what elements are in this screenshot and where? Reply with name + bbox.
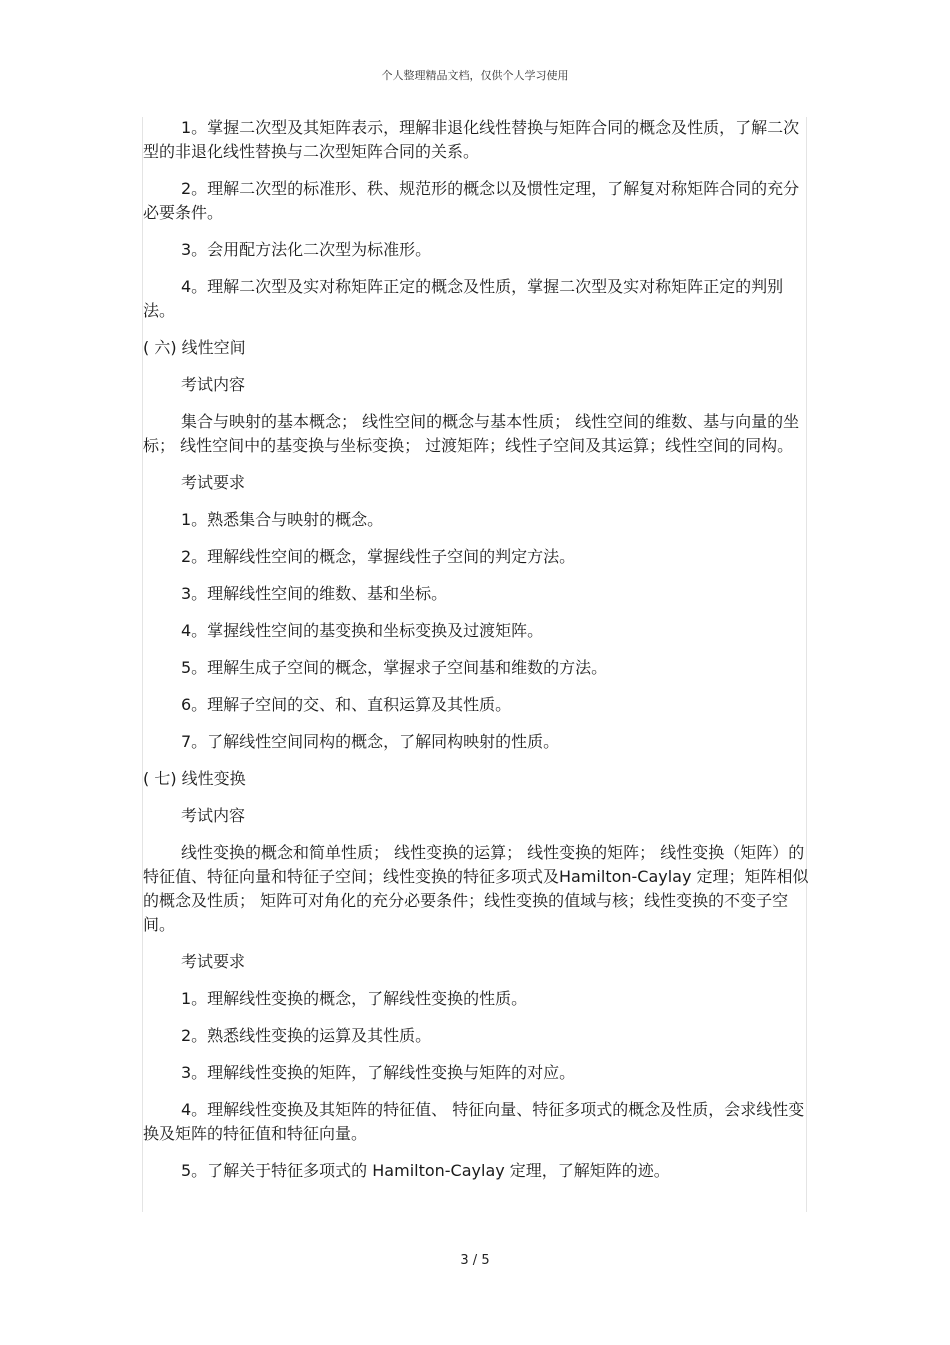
section-heading: ( 六) 线性空间 <box>143 338 246 357</box>
requirement-item: 3。会用配方法化二次型为标准形。 <box>181 240 432 259</box>
content-paragraph: 线性变换的概念和简单性质； 线性变换的运算； 线性变换的矩阵； 线性变换（矩阵）的特征值、特征向量和特征子空间；线性变换的特征多项式及Hamilton-Caylay 定理；矩阵相似的概念及性质； 矩阵可对角化的充分必要条件；线性变换的值域与核；线性变换的不变子空间。 <box>143 843 809 934</box>
requirement-item: 7。了解线性空间同构的概念，了解同构映射的性质。 <box>181 732 560 751</box>
requirement-item: 4。理解线性变换及其矩阵的特征值、 特征向量、特征多项式的概念及性质，会求线性变换及矩阵的特征值和特征向量。 <box>143 1100 805 1143</box>
subsection-heading: 考试要求 <box>181 473 246 492</box>
requirement-item: 1。熟悉集合与映射的概念。 <box>181 510 384 529</box>
content-paragraph: 集合与映射的基本概念； 线性空间的概念与基本性质； 线性空间的维数、基与向量的坐标； 线性空间中的基变换与坐标变换； 过渡矩阵；线性子空间及其运算；线性空间的同构。 <box>143 412 800 455</box>
subsection-heading: 考试要求 <box>181 952 246 971</box>
requirement-item: 4。掌握线性空间的基变换和坐标变换及过渡矩阵。 <box>181 621 544 640</box>
subsection-heading: 考试内容 <box>181 375 246 394</box>
requirement-item: 5。了解关于特征多项式的 Hamilton-Caylay 定理，了解矩阵的迹。 <box>181 1161 670 1180</box>
requirement-item: 2。理解线性空间的概念，掌握线性子空间的判定方法。 <box>181 547 576 566</box>
requirement-item: 6。理解子空间的交、和、直积运算及其性质。 <box>181 695 512 714</box>
requirement-item: 2。理解二次型的标准形、秩、规范形的概念以及惯性定理，了解复对称矩阵合同的充分必要条件。 <box>143 179 800 222</box>
requirement-item: 2。熟悉线性变换的运算及其性质。 <box>181 1026 432 1045</box>
requirement-item: 1。掌握二次型及其矩阵表示，理解非退化线性替换与矩阵合同的概念及性质，了解二次型的非退化线性替换与二次型矩阵合同的关系。 <box>143 118 800 161</box>
requirement-item: 3。理解线性变换的矩阵，了解线性变换与矩阵的对应。 <box>181 1063 576 1082</box>
document-body <box>143 116 809 1196</box>
requirement-item: 4。理解二次型及实对称矩阵正定的概念及性质，掌握二次型及实对称矩阵正定的判别法。 <box>143 277 784 320</box>
requirement-item: 3。理解线性空间的维数、基和坐标。 <box>181 584 448 603</box>
subsection-heading: 考试内容 <box>181 806 246 825</box>
page-number: 3 / 5 <box>460 1253 490 1268</box>
page-header-note: 个人整理精品文档，仅供个人学习使用 <box>381 69 569 82</box>
requirement-item: 1。理解线性变换的概念，了解线性变换的性质。 <box>181 989 528 1008</box>
requirement-item: 5。理解生成子空间的概念，掌握求子空间基和维数的方法。 <box>181 658 608 677</box>
section-heading: ( 七) 线性变换 <box>143 769 246 788</box>
